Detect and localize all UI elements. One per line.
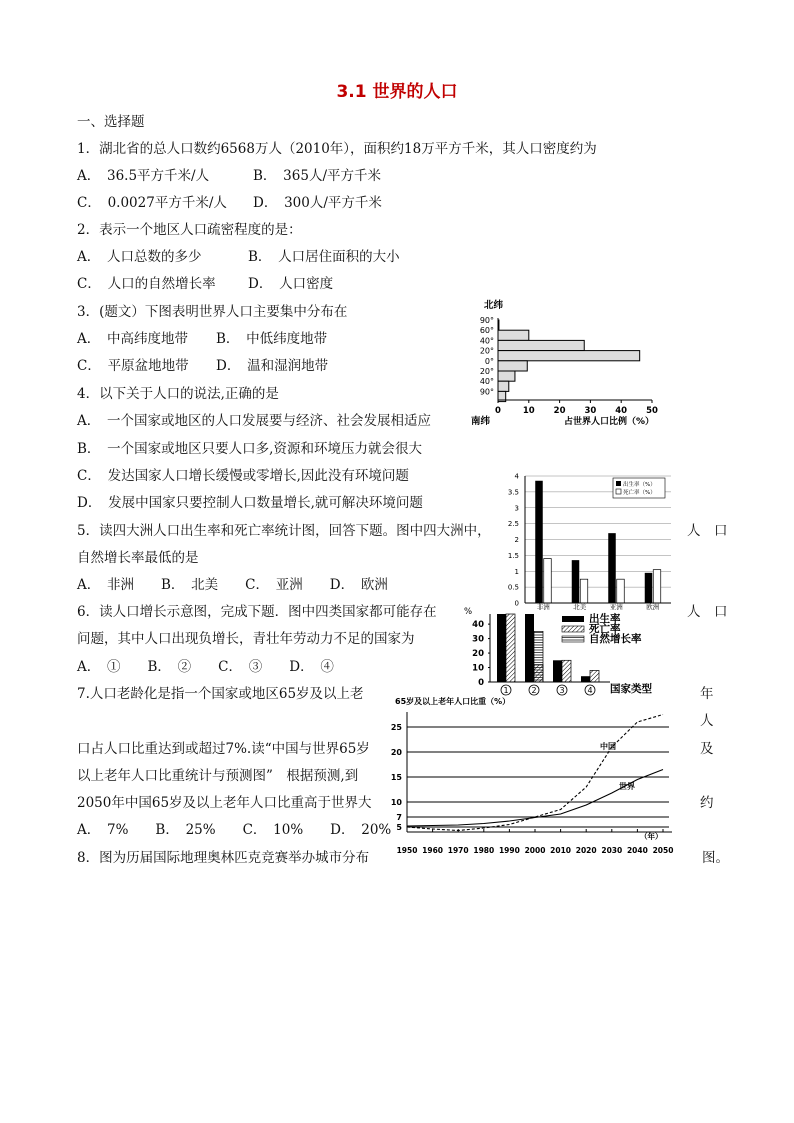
chart1-bar-6 — [498, 381, 509, 391]
chart4-series-label-china: 中国 — [600, 742, 616, 751]
chart2-death-bar-3 — [653, 570, 661, 603]
q4-option-c[interactable]: C． 发达国家人口增长缓慢或零增长,因此没有环境问题 — [77, 468, 409, 484]
aging-population-chart — [378, 692, 680, 858]
chart4-x-tick-5: 2000 — [524, 846, 546, 855]
chart3-y-tick-0: 0 — [478, 678, 484, 688]
chart2-y-tick-2: 1 — [514, 567, 519, 576]
chart3-growth-bar-1 — [534, 631, 543, 682]
chart1-bar-1 — [498, 330, 529, 340]
chart1-x-tick-2: 20 — [553, 406, 566, 416]
q3-option-c[interactable]: C． 平原盆地地带 — [77, 358, 189, 374]
chart4-x-tick-4: 1990 — [498, 846, 520, 855]
chart1-x-tick-5: 50 — [646, 406, 658, 416]
chart2-birth-bar-1 — [572, 560, 580, 603]
q2-option-a[interactable]: A． 人口总数的多少 — [77, 249, 202, 265]
q3-option-d[interactable]: D． 温和湿润地带 — [216, 358, 329, 374]
q2-stem: 2．表示一个地区人口疏密程度的是： — [77, 222, 302, 238]
page-title: 3.1 世界的人口 — [336, 82, 458, 102]
chart3-y-tick-3: 30 — [472, 634, 484, 645]
chart4-x-tick-0: 1950 — [396, 846, 418, 855]
chart3-category-label-1: 2 — [531, 686, 537, 695]
chart2-category-label-3: 欧洲 — [646, 603, 660, 611]
chart1-bar-3 — [498, 351, 640, 361]
chart4-y-tick-3: 15 — [390, 773, 402, 782]
q1-option-a[interactable]: A． 36.5平方千米/人 — [77, 168, 210, 184]
q5-stem-line1-end: 人 口 — [687, 523, 728, 539]
q1-options-row2 — [77, 194, 382, 212]
chart1-bar-4 — [498, 361, 527, 371]
chart3-birth-bar-0 — [497, 614, 506, 682]
chart1-y-tick-2: 40° — [479, 336, 494, 346]
chart2-death-bar-1 — [580, 579, 588, 603]
chart1-x-tick-0: 0 — [495, 406, 501, 416]
q4-option-a[interactable]: A． 一个国家或地区的人口发展要与经济、社会发展相适应 — [77, 413, 431, 429]
q7-end-5: 约 — [700, 795, 714, 811]
q1-options-row1 — [77, 167, 381, 185]
chart2-y-tick-7: 3.5 — [507, 488, 519, 497]
chart3-death-bar-2 — [562, 660, 571, 682]
chart4-x-tick-7: 2020 — [575, 846, 597, 855]
chart2-death-bar-2 — [617, 579, 625, 603]
chart4-title: 65岁及以上老年人口比重（%） — [395, 697, 511, 706]
chart4-y-tick-2: 10 — [390, 798, 402, 807]
chart4-x-tick-9: 2040 — [626, 846, 648, 855]
chart1-x-tick-3: 30 — [584, 406, 597, 416]
chart2-category-label-0: 非洲 — [536, 603, 550, 611]
q6-stem-line2: 问题，其中人口出现负增长，青壮年劳动力不足的国家为 — [77, 631, 415, 647]
chart3-legend-growth-swatch — [562, 636, 584, 642]
q3-option-b[interactable]: B． 中低纬度地带 — [216, 331, 328, 347]
q1-option-c[interactable]: C． 0.0027平方千米/人 — [77, 195, 227, 211]
q5-options[interactable]: A． 非洲 B． 北美 C． 亚洲 D． 欧洲 — [77, 577, 388, 593]
chart1-x-label: 占世界人口比例（%） — [564, 417, 655, 427]
chart4-x-tick-3: 1980 — [473, 846, 495, 855]
chart4-y-tick-5: 25 — [390, 723, 402, 732]
chart1-top-label: 北纬 — [484, 300, 504, 311]
latitude-population-chart — [470, 296, 710, 430]
chart4-x-tick-10: 2050 — [652, 846, 674, 855]
section-heading: 一、选择题 — [77, 114, 145, 130]
chart3-legend-growth: 自然增长率 — [589, 633, 642, 645]
chart1-y-tick-1: 60° — [479, 326, 494, 336]
q4-option-d[interactable]: D． 发展中国家只要控制人口数量增长,就可解决环境问题 — [77, 495, 423, 511]
q3-options-row2 — [77, 357, 328, 375]
chart4-series-label-world: 世界 — [619, 782, 635, 791]
chart2-legend-birth-swatch — [616, 481, 621, 486]
q3-stem: 3．(题文）下图表明世界人口主要集中分布在 — [77, 304, 348, 320]
chart1-y-tick-3: 20° — [479, 346, 494, 356]
q2-option-b[interactable]: B． 人口居住面积的大小 — [248, 249, 400, 265]
q6-stem-line1-end: 人 口 — [687, 604, 728, 620]
q1-option-d[interactable]: D． 300人/平方千米 — [253, 195, 382, 211]
chart1-x-tick-4: 40 — [615, 406, 628, 416]
chart4-y-tick-1: 7 — [396, 813, 402, 822]
chart3-y-tick-1: 10 — [472, 663, 484, 674]
q2-options-row2 — [77, 275, 333, 293]
q7-stem-line4: 以上老年人口比重统计与预测图” 根据预测,到 — [77, 768, 359, 784]
chart2-legend-death: 死亡率（%） — [623, 490, 656, 496]
chart3-y-tick-2: 20 — [472, 649, 484, 660]
chart2-birth-bar-2 — [608, 533, 616, 603]
q7-options[interactable]: A． 7% B． 25% C． 10% D． 20% — [77, 822, 392, 838]
q7-end-3: 及 — [700, 741, 714, 757]
chart1-bottom-label: 南纬 — [471, 416, 491, 427]
chart3-death-bar-3 — [590, 670, 599, 682]
chart2-legend-death-swatch — [616, 489, 621, 494]
chart3-legend-birth: 出生率 — [589, 613, 621, 625]
q1-stem: 1．湖北省的总人口数约6568万人（2010年），面积约18万平方千米，其人口密度约为 — [77, 141, 597, 157]
chart4-line-world — [407, 770, 663, 827]
chart2-birth-bar-0 — [535, 481, 543, 603]
chart3-legend — [562, 612, 642, 645]
chart1-y-tick-0: 90° — [479, 316, 494, 325]
chart1-y-tick-4: 0° — [484, 356, 494, 366]
q4-stem: 4．以下关于人口的说法,正确的是 — [77, 386, 279, 402]
chart3-legend-death-swatch — [562, 626, 584, 632]
q8-stem: 8．图为历届国际地理奥林匹克竞赛举办城市分布 — [77, 850, 370, 866]
q8-stem-end: 图。 — [702, 850, 729, 866]
chart2-y-tick-0: 0 — [514, 599, 519, 608]
chart3-death-bar-0 — [506, 614, 515, 682]
chart4-y-tick-0: 5 — [396, 823, 402, 832]
q6-options[interactable]: A． ① B． ② C． ③ D． ④ — [77, 659, 334, 675]
chart3-y-unit: % — [464, 607, 473, 617]
chart3-legend-birth-swatch — [562, 616, 584, 622]
chart2-category-label-1: 北美 — [573, 603, 587, 611]
chart3-category-label-3: 4 — [587, 686, 593, 695]
chart1-y-tick-7: 90° — [479, 387, 494, 397]
chart4-x-tick-6: 2010 — [550, 846, 572, 855]
q7-stem-line1: 7.人口老龄化是指一个国家或地区65岁及以上老 — [77, 686, 364, 702]
q7-stem-line5: 2050年中国65岁及以上老年人口比重高于世界大 — [77, 795, 372, 811]
chart3-y-tick-4: 40 — [472, 620, 484, 631]
q7-end-2: 人 — [700, 713, 714, 729]
chart1-y-tick-6: 40° — [479, 377, 494, 387]
population-growth-chart — [464, 604, 678, 700]
continent-birth-death-chart — [503, 468, 675, 613]
q1-option-b[interactable]: B． 365人/平方千米 — [253, 168, 381, 184]
q7-stem-line3: 口占人口比重达到或超过7%.读“中国与世界65岁 — [77, 741, 370, 757]
q7-end-1: 年 — [700, 686, 714, 702]
chart4-x-tick-8: 2030 — [601, 846, 623, 855]
chart2-y-tick-5: 2.5 — [507, 520, 519, 529]
q5-stem-line1: 5．读四大洲人口出生率和死亡率统计图，回答下题。图中四大洲中， — [77, 523, 491, 539]
chart2-birth-bar-3 — [645, 573, 653, 603]
chart2-y-tick-8: 4 — [514, 472, 519, 481]
chart1-bar-2 — [498, 340, 584, 350]
q2-options-row1 — [77, 248, 400, 266]
chart2-legend-birth: 出生率（%） — [623, 482, 656, 488]
q3-options-row1 — [77, 330, 327, 348]
chart2-death-bar-0 — [544, 559, 552, 603]
q6-stem-line1: 6．读人口增长示意图，完成下题．图中四类国家都可能存在 — [77, 604, 437, 620]
chart3-category-label-0: 1 — [503, 686, 509, 695]
q2-option-d[interactable]: D． 人口密度 — [248, 276, 334, 292]
chart4-line-china — [407, 715, 663, 831]
chart3-legend-death: 死亡率 — [589, 623, 621, 635]
chart4-x-tick-2: 1970 — [447, 846, 469, 855]
q4-option-b[interactable]: B． 一个国家或地区只要人口多,资源和环境压力就会很大 — [77, 441, 422, 457]
chart1-x-tick-1: 10 — [522, 406, 535, 416]
chart4-x-tick-1: 1960 — [422, 846, 444, 855]
chart3-birth-bar-1 — [525, 614, 534, 682]
chart4-y-tick-4: 20 — [390, 748, 402, 757]
chart2-legend — [613, 478, 665, 498]
chart4-x-unit: （年） — [640, 832, 663, 841]
chart2-category-label-2: 亚洲 — [609, 603, 623, 611]
chart3-birth-bar-3 — [581, 676, 590, 682]
q3-option-a[interactable]: A． 中高纬度地带 — [77, 331, 188, 347]
chart2-y-tick-4: 2 — [514, 536, 519, 544]
chart3-birth-bar-2 — [553, 660, 562, 682]
chart3-category-label-2: 3 — [559, 686, 565, 695]
q5-stem-line2: 自然增长率最低的是 — [77, 550, 199, 566]
chart2-y-tick-3: 1.5 — [507, 551, 519, 560]
q2-option-c[interactable]: C． 人口的自然增长率 — [77, 276, 216, 292]
chart3-x-label: 国家类型 — [610, 683, 652, 695]
chart2-y-tick-6: 3 — [514, 504, 519, 513]
chart2-y-tick-1: 0.5 — [507, 583, 519, 592]
chart1-y-tick-5: 20° — [479, 367, 494, 376]
chart1-bar-5 — [498, 371, 515, 381]
